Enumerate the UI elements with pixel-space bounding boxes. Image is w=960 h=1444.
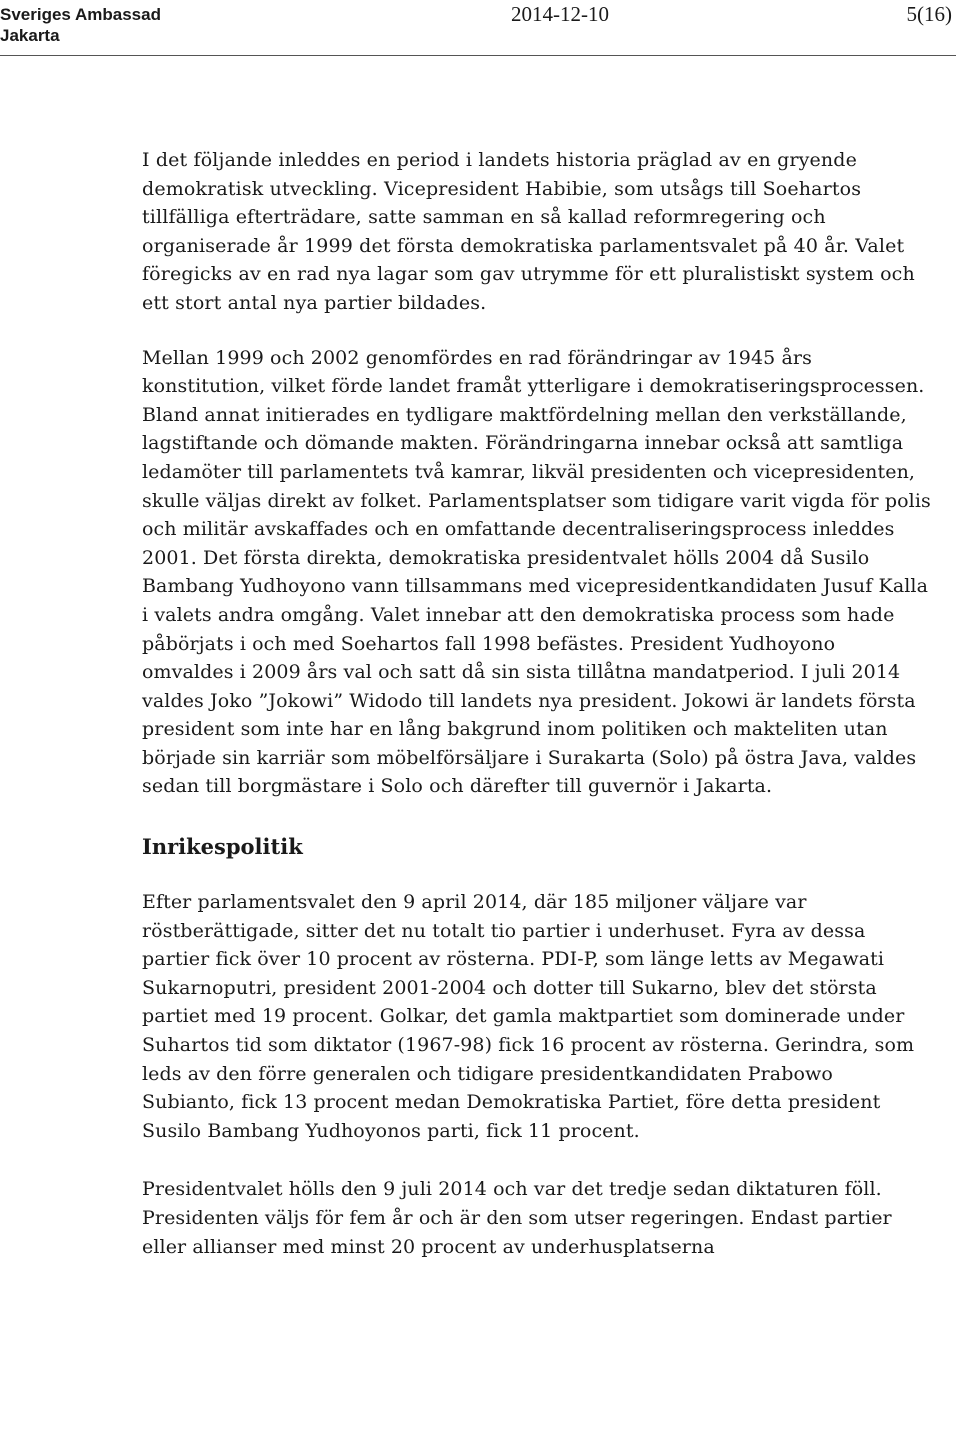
body-paragraph-presidential-election: Presidentvalet hölls den 9 juli 2014 och var det tredje sedan diktaturen föll. Presidenten väljs för fem år och är den som utser regeringen. Endast partier eller allianser med minst 20 procent av underhusplatserna	[142, 1178, 892, 1258]
body-paragraph-democratization: I det följande inleddes en period i landets historia präglad av en gryende demokratisk utveckling. Vicepresident Habibie, som utsågs till Soehartos tillfälliga efterträdare, satte samman en så kallad reformregering och organiserade år 1999 det första demokratiska parlamentsvalet på 40 år. Valet föregicks av en rad nya lagar som gav utrymme för ett pluralistiskt system och ett stort antal nya partier bildades.	[142, 149, 915, 314]
embassy-name-line-1: Sveriges Ambassad	[0, 5, 161, 24]
section-heading-inrikespolitik: Inrikespolitik	[142, 834, 303, 860]
body-paragraph-parliament-election: Efter parlamentsvalet den 9 april 2014, där 185 miljoner väljare var röstberättigade, sitter det nu totalt tio partier i underhuset. Fyra av dessa partier fick över 10 procent av rösterna. PDI-P, som länge letts av Megawati Sukarnoputri, president 2001-2004 och dotter till Sukarno, blev det största partiet med 19 procent. Golkar, det gamla maktpartiet som dominerade under Suhartos tid som diktator (1967-98) fick 16 procent av rösterna. Gerindra, som leds av den förre generalen och tidigare presidentkandidaten Prabowo Subianto, fick 13 procent medan Demokratiska Partiet, före detta president Susilo Bambang Yudhoyonos parti, fick 11 procent.	[142, 891, 915, 1142]
document-date: 2014-12-10	[511, 2, 609, 26]
embassy-name	[0, 4, 161, 46]
page-header	[0, 0, 960, 60]
header-divider	[0, 55, 956, 56]
body-paragraph-constitution: Mellan 1999 och 2002 genomfördes en rad förändringar av 1945 års konstitution, vilket förde landet framåt ytterligare i demokratiseringsprocessen. Bland annat initierades en tydligare maktfördelning mellan den verkställande, lagstiftande och dömande makten. Förändringarna innebar också att samtliga ledamöter till parlamentets två kamrar, likväl presidenten och vicepresidenten, skulle väljas direkt av folket. Parlamentsplatser som tidigare varit vigda för polis och militär avskaffades och en omfattande decentraliseringsprocess inleddes 2001. Det första direkta, demokratiska presidentvalet hölls 2004 då Susilo Bambang Yudhoyono vann tillsammans med vicepresidentkandidaten Jusuf Kalla i valets andra omgång. Valet innebar att den demokratiska process som hade påbörjats i och med Soehartos fall 1998 befästes. President Yudhoyono omvaldes i 2009 års val och satt då sin sista tillåtna mandatperiod. I juli 2014 valdes Joko ”Jokowi” Widodo till landets nya president. Jokowi är landets första president som inte har en lång bakgrund inom politiken och makteliten utan började sin karriär som möbelförsäljare i Surakarta (Solo) på östra Java, valdes sedan till borgmästare i Solo och därefter till guvernör i Jakarta.	[142, 346, 931, 798]
embassy-name-line-2: Jakarta	[0, 26, 60, 45]
document-body	[142, 146, 932, 1261]
page-number: 5(16)	[906, 2, 952, 26]
